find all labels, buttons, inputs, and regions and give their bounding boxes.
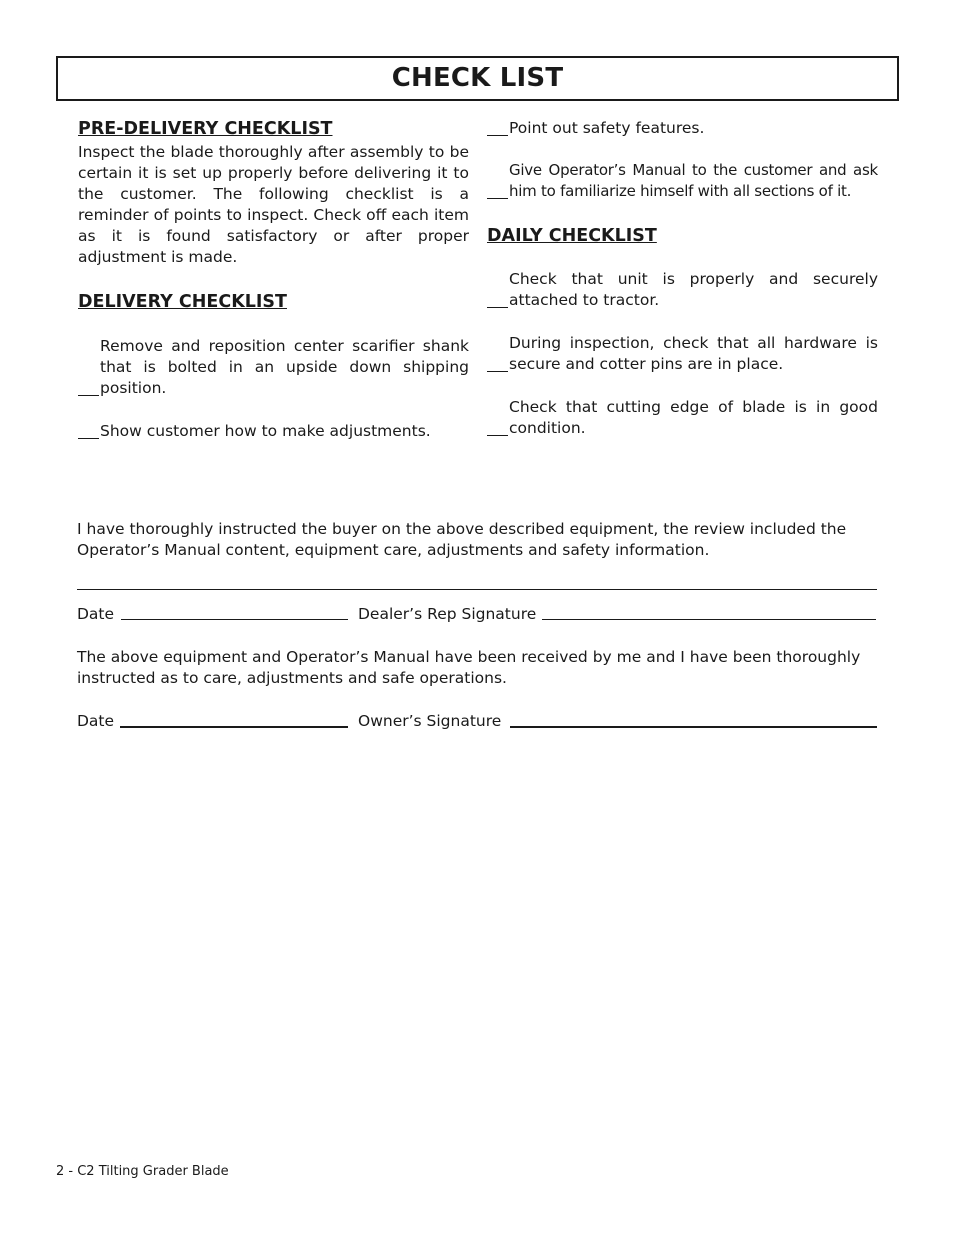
- delivery-item[interactable]: [487, 118, 878, 139]
- owner-statement: The above equipment and Operator’s Manual have been received by me and I have been thoroughly instructed as to care, adjustments and safe operations.: [77, 648, 861, 687]
- daily-item-text: Check that unit is properly and securely attached to tractor.: [509, 270, 878, 309]
- dealer-signature-row: [77, 604, 877, 626]
- daily-item[interactable]: [487, 269, 878, 311]
- pre-delivery-heading: PRE-DELIVERY CHECKLIST: [78, 119, 333, 139]
- dealer-signature-line[interactable]: [542, 619, 876, 620]
- owner-signature-label: Owner’s Signature: [358, 712, 502, 730]
- dealer-date-line[interactable]: [121, 619, 348, 620]
- check-blank[interactable]: [487, 371, 508, 372]
- check-blank[interactable]: [487, 435, 508, 436]
- page-footer: 2 - C2 Tilting Grader Blade: [56, 1164, 229, 1179]
- daily-item[interactable]: [487, 397, 878, 439]
- delivery-heading: DELIVERY CHECKLIST: [78, 292, 287, 312]
- daily-item-text: During inspection, check that all hardware is secure and cotter pins are in place.: [509, 334, 878, 373]
- dealer-signature-label: Dealer’s Rep Signature: [358, 605, 537, 623]
- daily-item[interactable]: [487, 333, 878, 375]
- check-blank[interactable]: [487, 135, 508, 136]
- check-blank[interactable]: [487, 307, 508, 308]
- daily-heading: DAILY CHECKLIST: [487, 226, 657, 246]
- owner-date-label: Date: [77, 712, 115, 730]
- left-column: [78, 118, 469, 442]
- page-title: CHECK LIST: [56, 56, 899, 101]
- check-blank[interactable]: [78, 438, 99, 439]
- owner-signature-line[interactable]: [510, 726, 877, 728]
- right-column: [487, 118, 878, 439]
- delivery-item-text: Show customer how to make adjustments.: [100, 422, 431, 440]
- dealer-statement: I have thoroughly instructed the buyer on the above described equipment, the review included the Operator’s Manual content, equipment care, adjustments and safety information.: [77, 520, 847, 559]
- check-blank[interactable]: [78, 395, 99, 396]
- delivery-item-text: Remove and reposition center scarifier shank that is bolted in an upside down shipping position.: [100, 337, 469, 397]
- daily-item-text: Check that cutting edge of blade is in good condition.: [509, 398, 878, 437]
- owner-signature-row: [77, 711, 877, 733]
- pre-delivery-text: Inspect the blade thoroughly after assembly to be certain it is set up properly before delivering it to the customer. The following checklist is a reminder of points to inspect. Check off each item as it is found satisfactory or after proper adjustment is made.: [78, 143, 469, 266]
- divider: [77, 589, 877, 590]
- delivery-item-text: Give Operator’s Manual to the customer and ask him to familiarize himself with all sections of it.: [509, 161, 878, 200]
- delivery-item-text: Point out safety features.: [509, 119, 705, 137]
- delivery-item[interactable]: [78, 336, 469, 399]
- delivery-item[interactable]: [487, 160, 878, 202]
- owner-date-line[interactable]: [120, 726, 348, 728]
- delivery-item[interactable]: [78, 421, 469, 442]
- check-blank[interactable]: [487, 198, 508, 199]
- dealer-date-label: Date: [77, 605, 115, 623]
